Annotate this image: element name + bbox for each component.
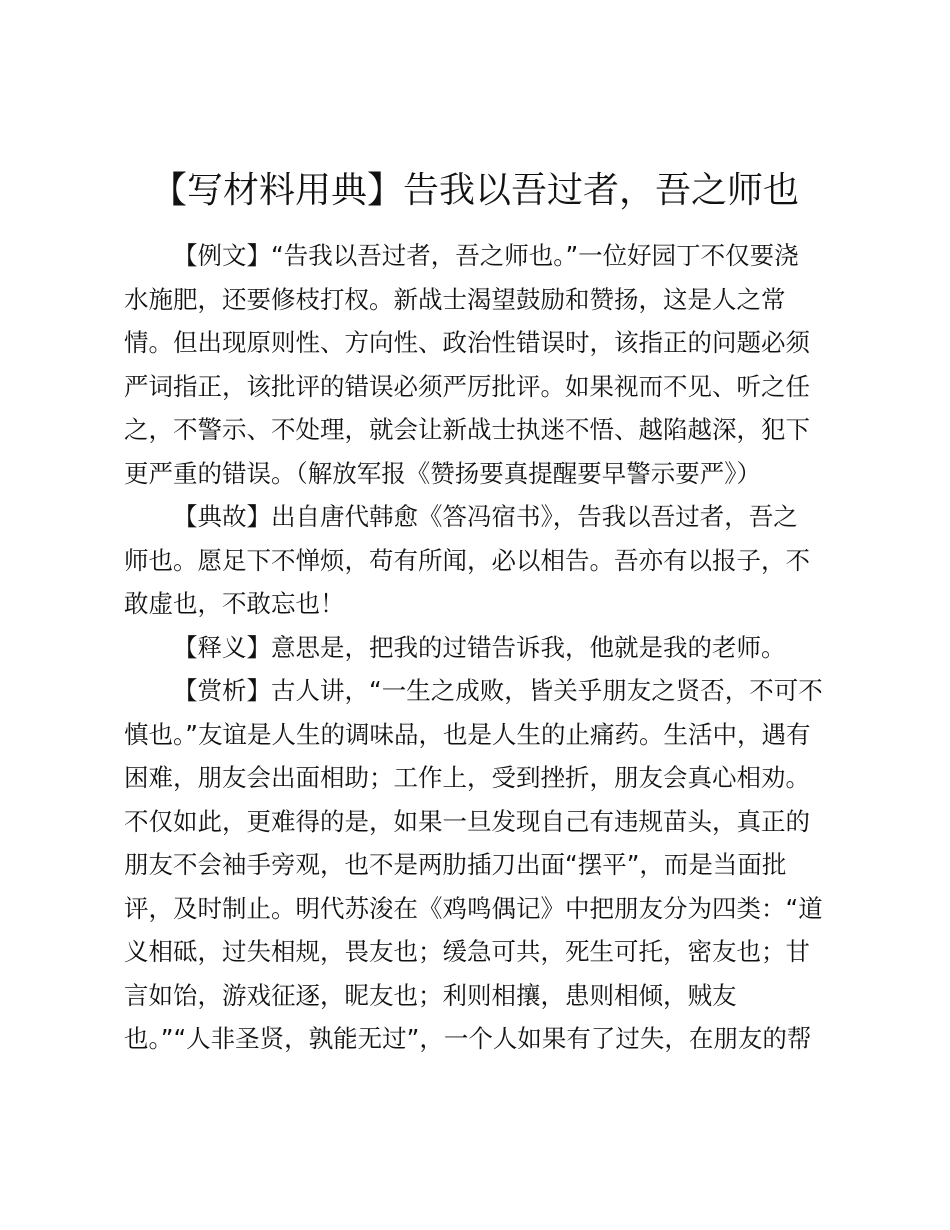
- paragraph-line-analysis-2: 慎也。”友谊是人生的调味品，也是人生的止痛药。生活中，遇有: [124, 719, 811, 749]
- paragraph-line-analysis-4: 不仅如此，更难得的是，如果一旦发现自己有违规苗头，真正的: [124, 806, 810, 836]
- paragraph-line-meaning-1: 【释义】意思是，把我的过错告诉我，他就是我的老师。: [173, 632, 786, 662]
- paragraph-line-analysis-5: 朋友不会袖手旁观，也不是两肋插刀出面“摆平”，而是当面批: [124, 850, 787, 879]
- paragraph-line-analysis-7: 义相砥，过失相规，畏友也；缓急可共，死生可托，密友也；甘: [124, 937, 810, 966]
- paragraph-line-analysis-3: 困难，朋友会出面相助；工作上，受到挫折，朋友会真心相劝。: [124, 763, 810, 792]
- paragraph-line-example-2: 水施肥，还要修枝打杈。新战士渴望鼓励和赞扬，这是人之常: [124, 284, 786, 314]
- paragraph-line-example-6: 更严重的错误。（解放军报《赞扬要真提醒要早警示要严》）: [124, 458, 761, 488]
- document-body: [124, 234, 844, 1061]
- paragraph-line-example-3: 情。但出现原则性、方向性、政治性错误时，该指正的问题必须: [124, 328, 810, 357]
- paragraph-line-origin-2: 师也。愿足下不惮烦，苟有所闻，必以相告。吾亦有以报子，不: [124, 545, 810, 575]
- paragraph-line-analysis-9: 也。”“人非圣贤，孰能无过”，一个人如果有了过失，在朋友的帮: [124, 1024, 812, 1053]
- paragraph-line-analysis-1: 【赏析】古人讲，“一生之成败，皆关乎朋友之贤否，不可不: [173, 676, 823, 705]
- paragraph-line-origin-1: 【典故】出自唐代韩愈《答冯宿书》，告我以吾过者，吾之: [173, 502, 798, 531]
- paragraph-line-analysis-6: 评，及时制止。明代苏浚在《鸡鸣偶记》中把朋友分为四类：“道: [124, 893, 823, 923]
- paragraph-line-example-5: 之，不警示、不处理，就会让新战士执迷不悟、越陷越深，犯下: [124, 415, 810, 444]
- paragraph-line-analysis-8: 言如饴，游戏征逐，昵友也；利则相攘，患则相倾，贼友: [124, 980, 737, 1010]
- document-title: 【写材料用典】告我以吾过者，吾之师也: [150, 170, 799, 211]
- paragraph-line-example-4: 严词指正，该批评的错误必须严厉批评。如果视而不见、听之任: [124, 371, 810, 401]
- paragraph-line-origin-3: 敢虚也，不敢忘也！: [124, 589, 345, 618]
- paragraph-line-example-1: 【例文】“告我以吾过者，吾之师也。”一位好园丁不仅要浇: [173, 241, 799, 270]
